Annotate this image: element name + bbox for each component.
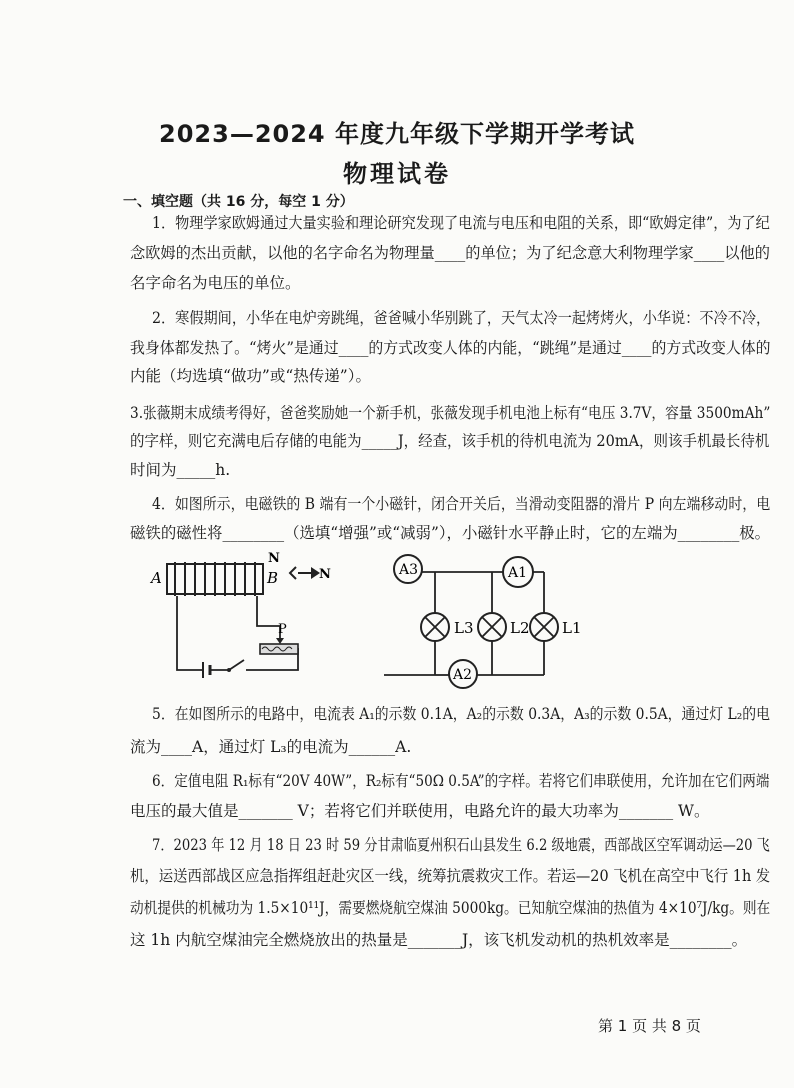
question-text: 机，运送西部战区应急指挥组赶赴灾区一线，统筹抗震救灾工作。若运—20 飞机在高空中飞行 1h 发 [130,867,771,885]
label-b: B [267,569,279,587]
magnetic-needle [290,567,320,579]
wire [257,596,280,638]
question-text: 6．定值电阻 R₁标有“20V 40W”，R₂标有“50Ω 0.5A”的字样。若将它们串联使用，允许加在它们两端 [152,772,770,790]
svg-text:A3: A3 [399,562,419,578]
question-text: 1．物理学家欧姆通过大量实验和理论研究发现了电流与电压和电阻的关系，即“欧姆定律”，为了纪 [152,214,770,232]
label-a: A [151,569,162,587]
label-l2: L2 [510,619,530,637]
exam-subtitle: 物理试卷 [343,160,451,188]
question-text: 名字命名为电压的单位。 [130,274,301,292]
switch-arm [229,660,244,670]
question-text: 电压的最大值是_______ V；若将它们并联使用，电路允许的最大功率为_______ W。 [130,802,710,820]
question-text: 3.张薇期末成绩考得好，爸爸奖励她一个新手机，张薇发现手机电池上标有“电压 3.7V，容量 3500mAh” [130,404,771,422]
label-p: P [278,622,287,637]
section-heading: 一、填空题（共 16 分，每空 1 分） [123,194,354,210]
question-text: 时间为_____h. [130,461,231,479]
question-text: 7．2023 年 12 月 18 日 23 时 59 分甘肃临夏州积石山县发生 6.2 级地震，西部战区空军调动运—20 飞 [152,836,770,854]
ammeter-a2 [449,660,477,688]
question-text: 5．在如图所示的电路中，电流表 A₁的示数 0.1A，A₂的示数 0.3A，A₃的示数 0.5A，通过灯 L₂的电 [152,705,770,723]
wire [177,596,203,670]
svg-text:A1: A1 [508,565,528,581]
electromagnet-figure [148,548,348,684]
question-text: 磁铁的磁性将________（选填“增强”或“减弱”），小磁针水平静止时，它的左端为________极。 [130,524,771,542]
rheostat-body [260,644,298,654]
lamp-l1 [530,613,558,641]
question-text: 念欧姆的杰出贡献，以他的名字命名为物理量____的单位；为了纪念意大利物理学家____以他的 [130,244,770,262]
page-number: 第 1 页 共 8 页 [598,1017,701,1035]
slider-arrow [276,638,284,644]
lamp-l2 [478,613,506,641]
parallel-circuit-figure [384,550,582,690]
label-l3: L3 [454,619,474,637]
question-text: 的字样，则它充满电后存储的电能为_____J，经查，该手机的待机电流为 20mA，则该手机最长待机 [130,432,770,450]
exam-title: 2023—2024 年度九年级下学期开学考试 [159,120,635,148]
ammeter-a3 [394,555,422,583]
label-n-needle: N [319,567,331,582]
question-text: 2．寒假期间，小华在电炉旁跳绳，爸爸喊小华别跳了，天气太冷一起烤烤火，小华说：不冷不冷， [152,309,771,327]
question-text: 这 1h 内航空煤油完全燃烧放出的热量是_______J，该飞机发动机的热机效率是________。 [130,931,748,949]
svg-text:A2: A2 [453,667,473,683]
ammeter-a1 [503,557,533,587]
lamp-l3 [421,613,449,641]
label-l1: L1 [562,619,582,637]
coil-windings [175,562,255,596]
question-text: 动机提供的机械功为 1.5×10¹¹J，需要燃烧航空煤油 5000kg。已知航空煤油的热值为 4×10⁷J/kg。则在 [130,899,771,917]
label-n-top: N [268,551,280,566]
question-text: 4．如图所示，电磁铁的 B 端有一个小磁针，闭合开关后，当滑动变阻器的滑片 P 向左端移动时，电 [152,495,771,513]
question-text: 流为____A，通过灯 L₃的电流为______A. [130,738,412,756]
question-text: 内能（均选填“做功”或“热传递”）。 [130,367,371,385]
question-text: 我身体都发热了。“烤火”是通过____的方式改变人体的内能，“跳绳”是通过____的方式改变人体的 [130,339,771,357]
